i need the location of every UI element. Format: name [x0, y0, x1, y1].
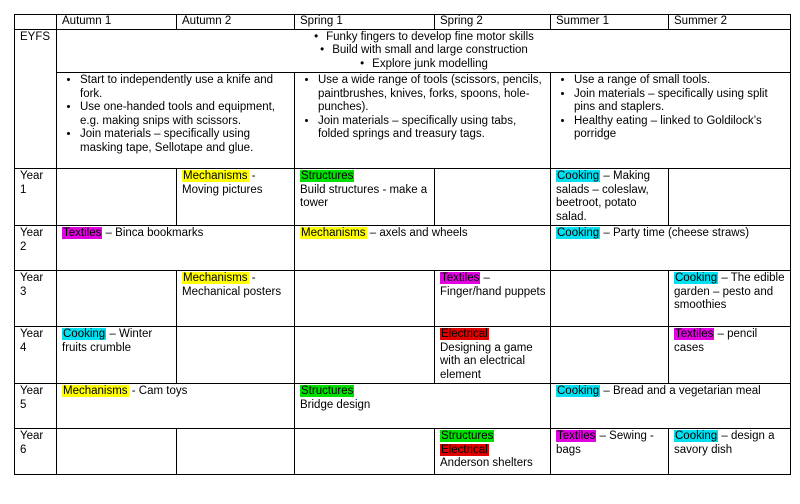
eyfs-detail-row — [15, 73, 791, 169]
year-1-row — [15, 169, 791, 226]
topic-highlight: Mechanisms — [183, 170, 248, 182]
topic-text: - Moving pictures — [182, 170, 263, 196]
eyfs-autumn-item: • Start to independently use a knife and fork. — [80, 74, 290, 101]
topic-text: – Sewing - bags — [556, 430, 654, 456]
topic-highlight: Mechanisms — [183, 272, 248, 284]
header-summer-1: Summer 1 — [551, 15, 669, 30]
year-6-summer-2 — [669, 429, 791, 475]
eyfs-spring-item: • Join materials – specifically using tabs, folded springs and treasury tags. — [318, 115, 546, 142]
topic-highlight: Cooking — [675, 430, 718, 442]
topic-highlight: Textiles — [675, 328, 714, 340]
eyfs-autumn-item: • Join materials – specifically using masking tape, Sellotape and glue. — [80, 128, 290, 155]
year-6-autumn-1 — [57, 429, 177, 475]
header-autumn-1: Autumn 1 — [57, 15, 177, 30]
header-corner — [15, 15, 57, 30]
year-label: Year 4 — [15, 327, 57, 384]
eyfs-focus-item: • Funky fingers to develop fine motor skills — [62, 31, 786, 45]
topic-highlight: Cooking — [63, 328, 106, 340]
year-1-spring-2 — [435, 169, 551, 226]
year-4-summer-1 — [551, 327, 669, 384]
year-label: Year 2 — [15, 226, 57, 271]
eyfs-row — [15, 29, 791, 73]
year-4-row — [15, 327, 791, 384]
topic-text: – The edible garden – pesto and smoothies — [674, 272, 785, 311]
year-5-spring — [295, 384, 551, 429]
year-4-spring-1 — [295, 327, 435, 384]
year-3-autumn-2 — [177, 271, 295, 327]
year-label: Year 6 — [15, 429, 57, 475]
header-spring-2: Spring 2 — [435, 15, 551, 30]
year-label: Year 5 — [15, 384, 57, 429]
topic-text: – Bread and a vegetarian meal — [600, 385, 761, 397]
year-6-autumn-2 — [177, 429, 295, 475]
eyfs-autumn-cell — [57, 73, 295, 169]
topic-text: – Finger/hand puppets — [440, 272, 546, 298]
topic-text: - Mechanical posters — [182, 272, 282, 298]
year-2-spring — [295, 226, 551, 271]
eyfs-spring-cell — [295, 73, 551, 169]
topic-text: – axels and wheels — [366, 227, 468, 239]
topic-highlight: Cooking — [557, 227, 600, 239]
topic-highlight: Textiles — [441, 272, 480, 284]
year-2-row — [15, 226, 791, 271]
year-3-autumn-1 — [57, 271, 177, 327]
topic-text: – design a savory dish — [674, 430, 775, 456]
eyfs-spring-item: • Use a wide range of tools (scissors, pencils, paintbrushes, knives, forks, spoons, hole-punches). — [318, 74, 546, 115]
topic-text: – pencil cases — [674, 328, 758, 354]
eyfs-label: EYFS — [15, 29, 57, 169]
eyfs-focus-item: • Explore junk modelling — [62, 58, 786, 72]
year-4-summer-2 — [669, 327, 791, 384]
year-4-autumn-2 — [177, 327, 295, 384]
topic-highlight: Structures — [441, 430, 494, 442]
eyfs-focus-cell — [57, 29, 791, 73]
year-3-summer-2 — [669, 271, 791, 327]
year-5-autumn — [57, 384, 295, 429]
year-1-summer-2 — [669, 169, 791, 226]
topic-text: – Winter fruits crumble — [62, 328, 153, 354]
header-spring-1: Spring 1 — [295, 15, 435, 30]
header-summer-2: Summer 2 — [669, 15, 791, 30]
year-label: Year 3 — [15, 271, 57, 327]
topic-highlight: Textiles — [63, 227, 102, 239]
header-autumn-2: Autumn 2 — [177, 15, 295, 30]
year-label: Year 1 — [15, 169, 57, 226]
eyfs-summer-item: • Use a range of small tools. — [574, 74, 786, 88]
year-6-summer-1 — [551, 429, 669, 475]
topic-highlight: Cooking — [557, 385, 600, 397]
eyfs-summer-cell — [551, 73, 791, 169]
topic-text: – Making salads – coleslaw, beetroot, potato salad. — [556, 170, 651, 223]
year-6-spring-2 — [435, 429, 551, 475]
year-3-spring-2 — [435, 271, 551, 327]
topic-highlight: Textiles — [557, 430, 596, 442]
topic-highlight: Electrical — [441, 328, 488, 340]
year-3-summer-1 — [551, 271, 669, 327]
year-3-row — [15, 271, 791, 327]
topic-text: – Binca bookmarks — [102, 227, 204, 239]
eyfs-autumn-item: • Use one-handed tools and equipment, e.g. making snips with scissors. — [80, 101, 290, 128]
year-5-summer — [551, 384, 791, 429]
eyfs-summer-item: • Healthy eating – linked to Goldilock’s porridge — [574, 115, 786, 142]
eyfs-summer-item: • Join materials – specifically using split pins and staplers. — [574, 88, 786, 115]
topic-highlight: Structures — [301, 385, 354, 397]
year-5-row — [15, 384, 791, 429]
year-4-autumn-1 — [57, 327, 177, 384]
curriculum-table — [14, 14, 791, 475]
topic-highlight: Electrical — [441, 443, 488, 456]
year-6-spring-1 — [295, 429, 435, 475]
topic-text: Designing a game with an electrical element — [440, 341, 533, 381]
year-2-autumn — [57, 226, 295, 271]
topic-highlight: Cooking — [675, 272, 718, 284]
topic-highlight: Mechanisms — [301, 227, 366, 239]
topic-text: – Party time (cheese straws) — [600, 227, 750, 239]
year-1-autumn-1 — [57, 169, 177, 226]
topic-highlight: Mechanisms — [63, 385, 128, 397]
topic-text: - Cam toys — [128, 385, 188, 397]
year-1-spring-1 — [295, 169, 435, 226]
topic-highlight: Structures — [301, 170, 354, 182]
year-1-autumn-2 — [177, 169, 295, 226]
header-row — [15, 15, 791, 30]
year-4-spring-2 — [435, 327, 551, 384]
year-2-summer — [551, 226, 791, 271]
topic-text: Build structures - make a tower — [300, 183, 428, 209]
eyfs-focus-item: • Build with small and large construction — [62, 44, 786, 58]
year-1-summer-1 — [551, 169, 669, 226]
topic-text: Anderson shelters — [440, 457, 533, 469]
year-3-spring-1 — [295, 271, 435, 327]
year-6-row — [15, 429, 791, 475]
topic-text: Bridge design — [300, 398, 371, 411]
topic-highlight: Cooking — [557, 170, 600, 182]
